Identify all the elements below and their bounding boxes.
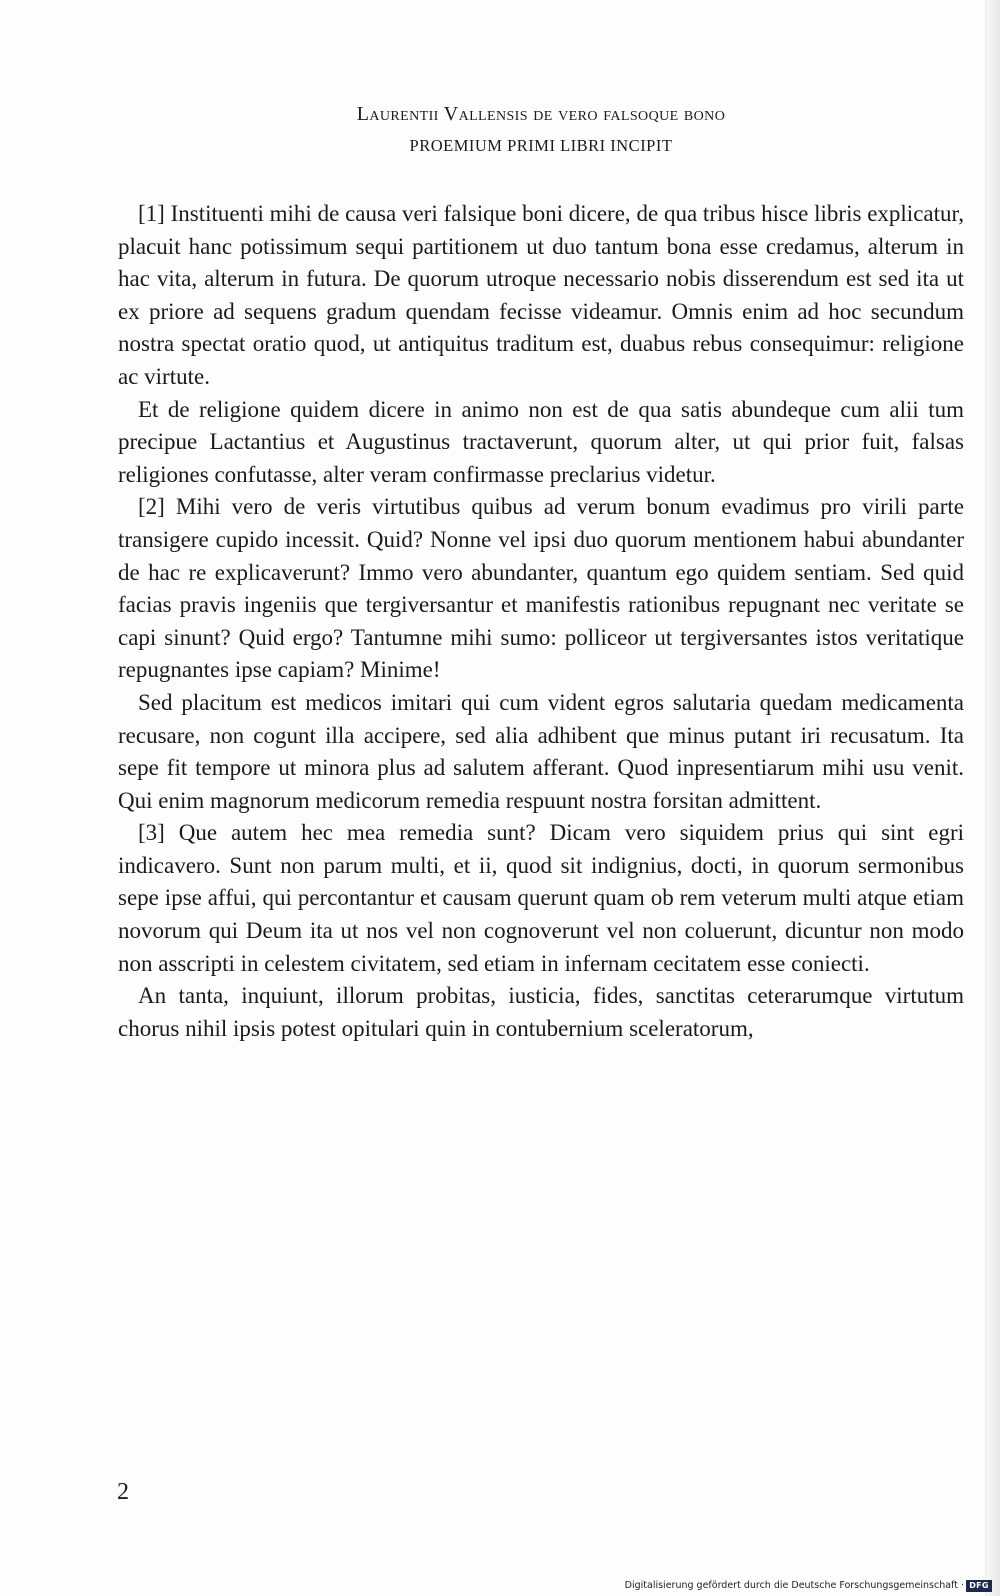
dfg-logo-icon: DFG <box>966 1580 992 1592</box>
paragraph: Sed placitum est medicos imitari qui cum vident egros salutaria quedam medicamenta recusare, non cogunt illa accipere, sed alia adhibent que minus putant iri recusatum. Ita sepe fit tempore ut minora plus ad salutem afferant. Quod inpresentiarum mihi usu venit. Qui enim magnorum medicorum remedia respuunt nostra forsitan admittent. <box>118 689 964 813</box>
paragraph: An tanta, inquiunt, illorum probitas, iusticia, fides, sanctitas ceterarumque virtutum chorus nihil ipsis potest opitulari quin in contubernium sceleratorum, <box>118 983 964 1041</box>
page-edge-shadow <box>985 0 1000 1596</box>
paragraph: [2] Mihi vero de veris virtutibus quibus ad verum bonum evadimus pro virili parte transigere cupido incessit. Quid? Nonne vel ipsi duo quorum mentionem habui abundanter de hac re explicaverunt? Immo vero abundanter, quantum ego quidem sentiam. Sed quid facias pravis ingeniis que tergiversantur et manifestis rationibus repugnant nec veritate se capi sinunt? Quid ergo? Tantumne mihi sumo: polliceor ut tergiversantes istos veritatique repugnantes ipse capiam? Minime! <box>118 494 964 683</box>
paragraph: [3] Que autem hec mea remedia sunt? Dicam vero siquidem prius qui sint egri indicavero. Sunt non parum multi, et ii, quod sit indignius, docti, in quorum sermonibus sepe ipse affui, qui percontantur et causam querunt quam ob rem veterum multi atque etiam novorum qui Deum ita ut nos vel non cognoverunt vel non coluerunt, dicuntur non modo non asscripti in celestem civitatem, sed etiam in infernam cecitatem esse coniecti. <box>118 820 964 976</box>
paragraph: [1] Instituenti mihi de causa veri falsique boni dicere, de qua tribus hisce libris explicatur, placuit hanc potissimum sequi partitionem ut duo tantum bona esse credamus, alterum in hac vita, alterum in futura. De quorum utroque necessario nobis disserendum est sed ita ut ex priore ad sequens gradum quendam fecisse videamur. Omnis enim ad hoc secundum nostra spectat oratio quod, ut antiquitus traditum est, duabus rebus consequimur: religione ac virtute. <box>118 201 964 389</box>
page-number: 2 <box>117 1479 129 1505</box>
section-subtitle: PROEMIUM PRIMI LIBRI INCIPIT <box>409 136 673 155</box>
digitization-credit: Digitalisierung gefördert durch die Deutsche Forschungsgemeinschaft · <box>624 1580 964 1591</box>
book-title: Laurentii Vallensis de vero falsoque bono <box>356 103 726 125</box>
paragraph: Et de religione quidem dicere in animo non est de qua satis abundeque cum alii tum precipue Lactantius et Augustinus tractaverunt, quorum alter, ut qui prior fuit, falsas religiones confutasse, alter veram confirmasse preclarius videtur. <box>118 396 964 487</box>
body-text <box>118 198 964 1045</box>
